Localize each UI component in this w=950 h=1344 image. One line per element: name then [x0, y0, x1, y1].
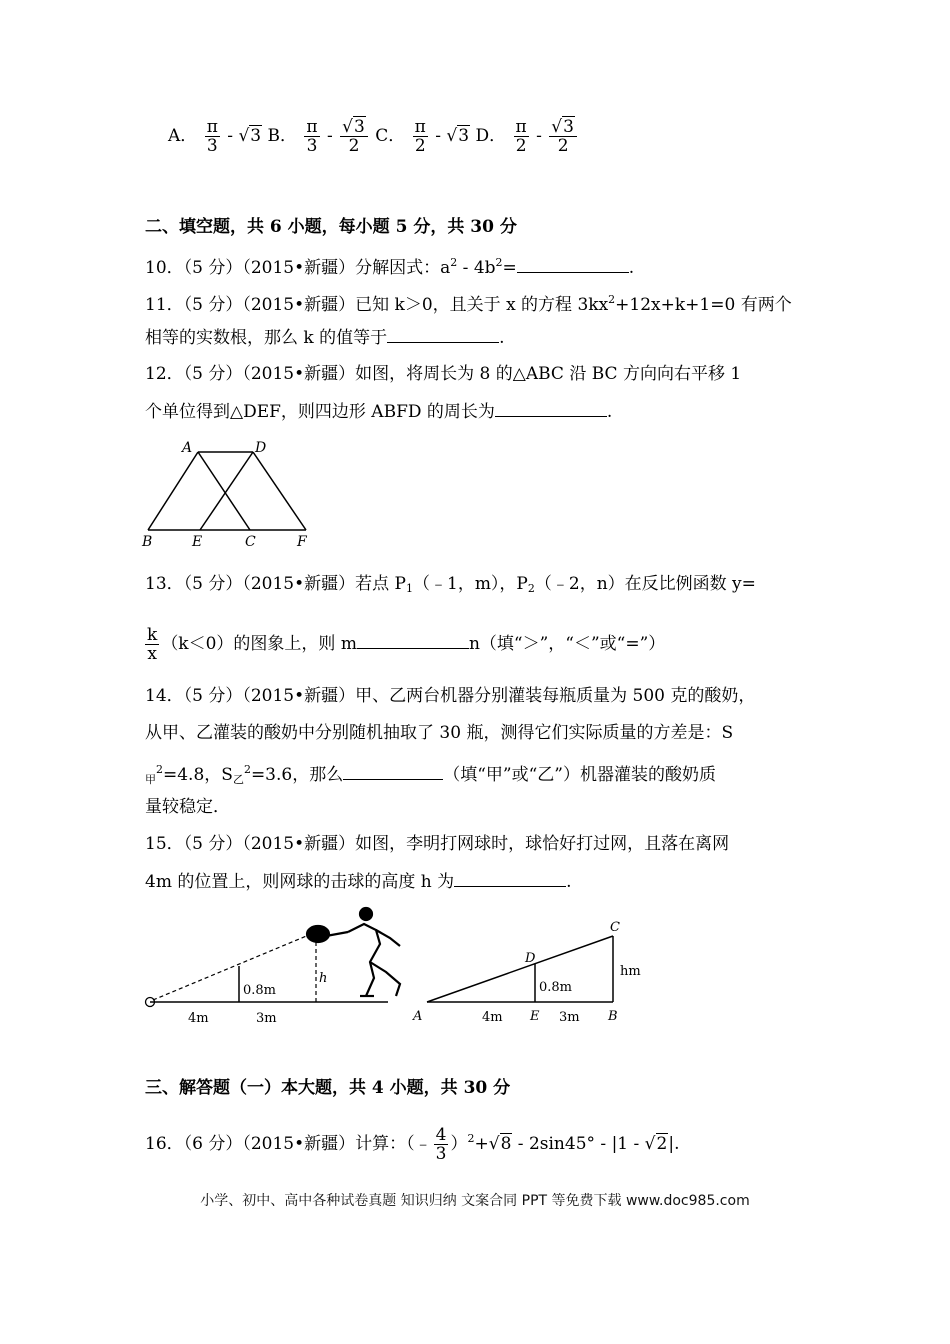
- q16-frac: $\frac{4}{3}$: [435, 1125, 447, 1164]
- fig15-left-08m: 0.8m: [243, 983, 277, 998]
- q15-answer-blank[interactable]: [454, 870, 566, 887]
- fig15-left-h: h: [319, 971, 328, 986]
- fig15-label-4m: 4m: [482, 1010, 503, 1025]
- section3-title: 三、解答题（一）本大题，共 4 小题，共 30 分: [145, 1078, 511, 1098]
- q14-line4: 量较稳定．: [145, 797, 230, 817]
- option-a-frac: $\frac{\pi}{3}$: [206, 117, 218, 156]
- q10: 10．（5 分）（2015•新疆）分解因式：$a^2 - 4b^2=$ .: [145, 256, 635, 278]
- q11-line2: 相等的实数根，那么 k 的值等于 .: [145, 328, 505, 348]
- fig15-label-hm: hm: [620, 964, 641, 979]
- q12-line2: 个单位得到△DEF，则四边形 ABFD 的周长为 .: [145, 402, 613, 422]
- footer-text: 小学、初中、高中各种试卷真题 知识归纳 文案合同 PPT 等免费下载 www.doc985.com: [200, 1193, 750, 1209]
- fig15-left-3m: 3m: [256, 1011, 277, 1026]
- q14-line3: $_甲^2$=4.8，$S_乙^2=3.6$，那么 （填“甲”或“乙”）机器灌装的酸奶质: [145, 763, 716, 786]
- fig15-label-b: B: [608, 1009, 618, 1024]
- fig12-label-b: B: [142, 534, 153, 550]
- q13-line1: 13．（5 分）（2015•新疆）若点 $P_1(﹣1$，m），$P_2(﹣2$，n）在反比例函数 y=: [145, 574, 756, 595]
- figure-12-triangles: [138, 436, 323, 551]
- q11-answer-blank[interactable]: [387, 326, 499, 343]
- q12-line1: 12．（5 分）（2015•新疆）如图，将周长为 8 的△ABC 沿 BC 方向向右平移 1: [145, 364, 742, 384]
- q11-line1: 11．（5 分）（2015•新疆）已知 k＞0，且关于 x 的方程 $3kx^2+12x+k+1=0$ 有两个: [145, 293, 792, 315]
- figure-15-tennis: [138, 900, 423, 1030]
- option-b-frac: $\frac{\pi}{3}$: [306, 117, 318, 156]
- q10-answer-blank[interactable]: [517, 256, 629, 273]
- q16: 16．（6 分）（2015•新疆）计算：（﹣ $\frac{4}{3}$ ）$^2$+√8 - 2sin45° - |1 - √2|.: [145, 1125, 680, 1164]
- q13-answer-blank[interactable]: [357, 632, 469, 649]
- fig15-label-c: C: [610, 920, 620, 935]
- option-d-frac: $\frac{\pi}{2}$: [515, 117, 527, 156]
- option-b-frac2: $\frac{√3}{2}$: [340, 118, 368, 155]
- q9-options: A． $\frac{\pi}{3}$ - √3 B． $\frac{\pi}{3}$ - $\frac{√3}{2}$ C． $\frac{\pi}{2}$ - √3 D． $\frac{\pi}{2}$ - $\frac{√3}{2}$: [168, 118, 579, 155]
- option-b-label: B．: [267, 126, 298, 146]
- q14-line1: 14．（5 分）（2015•新疆）甲、乙两台机器分别灌装每瓶质量为 500 克的酸奶，: [145, 686, 756, 706]
- fig12-label-d: D: [255, 440, 267, 456]
- q15-line2: 4m 的位置上，则网球的击球的高度 h 为 .: [145, 872, 572, 892]
- figure-15-geometry: [405, 912, 655, 1032]
- q13-frac: $\frac{k}{x}$: [147, 625, 158, 664]
- option-d-frac2: $\frac{√3}{2}$: [549, 118, 577, 155]
- fig15-label-3m: 3m: [559, 1010, 580, 1025]
- fig12-label-c: C: [245, 534, 256, 550]
- fig15-label-a: A: [413, 1009, 423, 1024]
- q14-answer-blank[interactable]: [343, 763, 443, 780]
- option-c-label: C．: [375, 126, 406, 146]
- q12-answer-blank[interactable]: [495, 400, 607, 417]
- fig12-label-a: A: [182, 440, 193, 456]
- q15-line1: 15．（5 分）（2015•新疆）如图，李明打网球时，球恰好打过网，且落在离网: [145, 834, 730, 854]
- option-a-label: A．: [168, 126, 198, 146]
- section2-title: 二、填空题，共 6 小题，每小题 5 分，共 30 分: [145, 217, 517, 237]
- fig12-label-e: E: [192, 534, 203, 550]
- fig12-label-f: F: [297, 534, 307, 550]
- option-d-label: D．: [475, 126, 507, 146]
- fig15-label-08m: 0.8m: [539, 980, 573, 995]
- fig15-left-4m: 4m: [188, 1011, 209, 1026]
- fig15-label-d: D: [525, 951, 536, 966]
- q13-line2: $\frac{k}{x}$ （k＜0）的图象上，则 m n（填“＞”，“＜”或“=”）: [147, 625, 666, 664]
- q14-line2: 从甲、乙灌装的酸奶中分别随机抽取了 30 瓶，测得它们实际质量的方差是：S: [145, 723, 734, 743]
- fig15-label-e: E: [530, 1009, 540, 1024]
- option-c-frac: $\frac{\pi}{2}$: [414, 117, 426, 156]
